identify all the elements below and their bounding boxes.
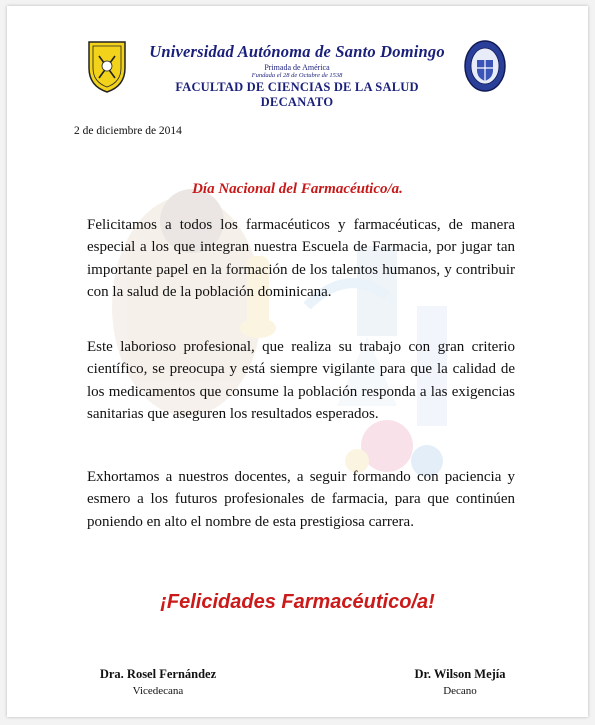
university-name: Universidad Autónoma de Santo Domingo	[149, 42, 445, 61]
faculty-name: FACULTAD DE CIENCIAS DE LA SALUD	[175, 80, 419, 94]
letterhead	[117, 42, 477, 110]
founding-date: Fundada el 28 de Octubre de 1538	[251, 72, 343, 79]
body-paragraph-3: Exhortamos a nuestros docentes, a seguir formando con paciencia y esmero a los futuros profesionales de farmacia, para que continúen poniendo en alto el nombre de esta prestigiosa carrera.	[87, 469, 515, 530]
signature-role: Vicedecana	[132, 685, 184, 697]
body-paragraph-1: Felicitamos a todos los farmacéuticos y farmacéuticas, de manera especial a los que integran nuestra Escuela de Farmacia, por jugar tan importante papel en la formación de los talentos humanos, y contribuir con la salud de la población dominicana.	[87, 217, 515, 301]
letter-title: Día Nacional del Farmacéutico/a.	[192, 181, 403, 197]
university-motto: Primada de América	[264, 63, 330, 72]
signature-decano	[395, 667, 525, 697]
letter-page	[7, 6, 588, 717]
signature-vicedecana	[83, 667, 233, 697]
letter-date: 2 de diciembre de 2014	[74, 125, 182, 137]
closing-greeting: ¡Felicidades Farmacéutico/a!	[160, 591, 435, 613]
department-name: DECANATO	[260, 95, 334, 109]
signature-name: Dra. Rosel Fernández	[99, 667, 217, 681]
signature-role: Decano	[443, 685, 477, 697]
signature-name: Dr. Wilson Mejía	[414, 667, 506, 681]
body-paragraph-2: Este laborioso profesional, que realiza su trabajo con gran criterio científico, se preocupa y está siempre vigilante para que la calidad de los medicamentos que consume la población responda a las exigencias sanitarias que aseguren los resultados esperados.	[87, 339, 515, 423]
